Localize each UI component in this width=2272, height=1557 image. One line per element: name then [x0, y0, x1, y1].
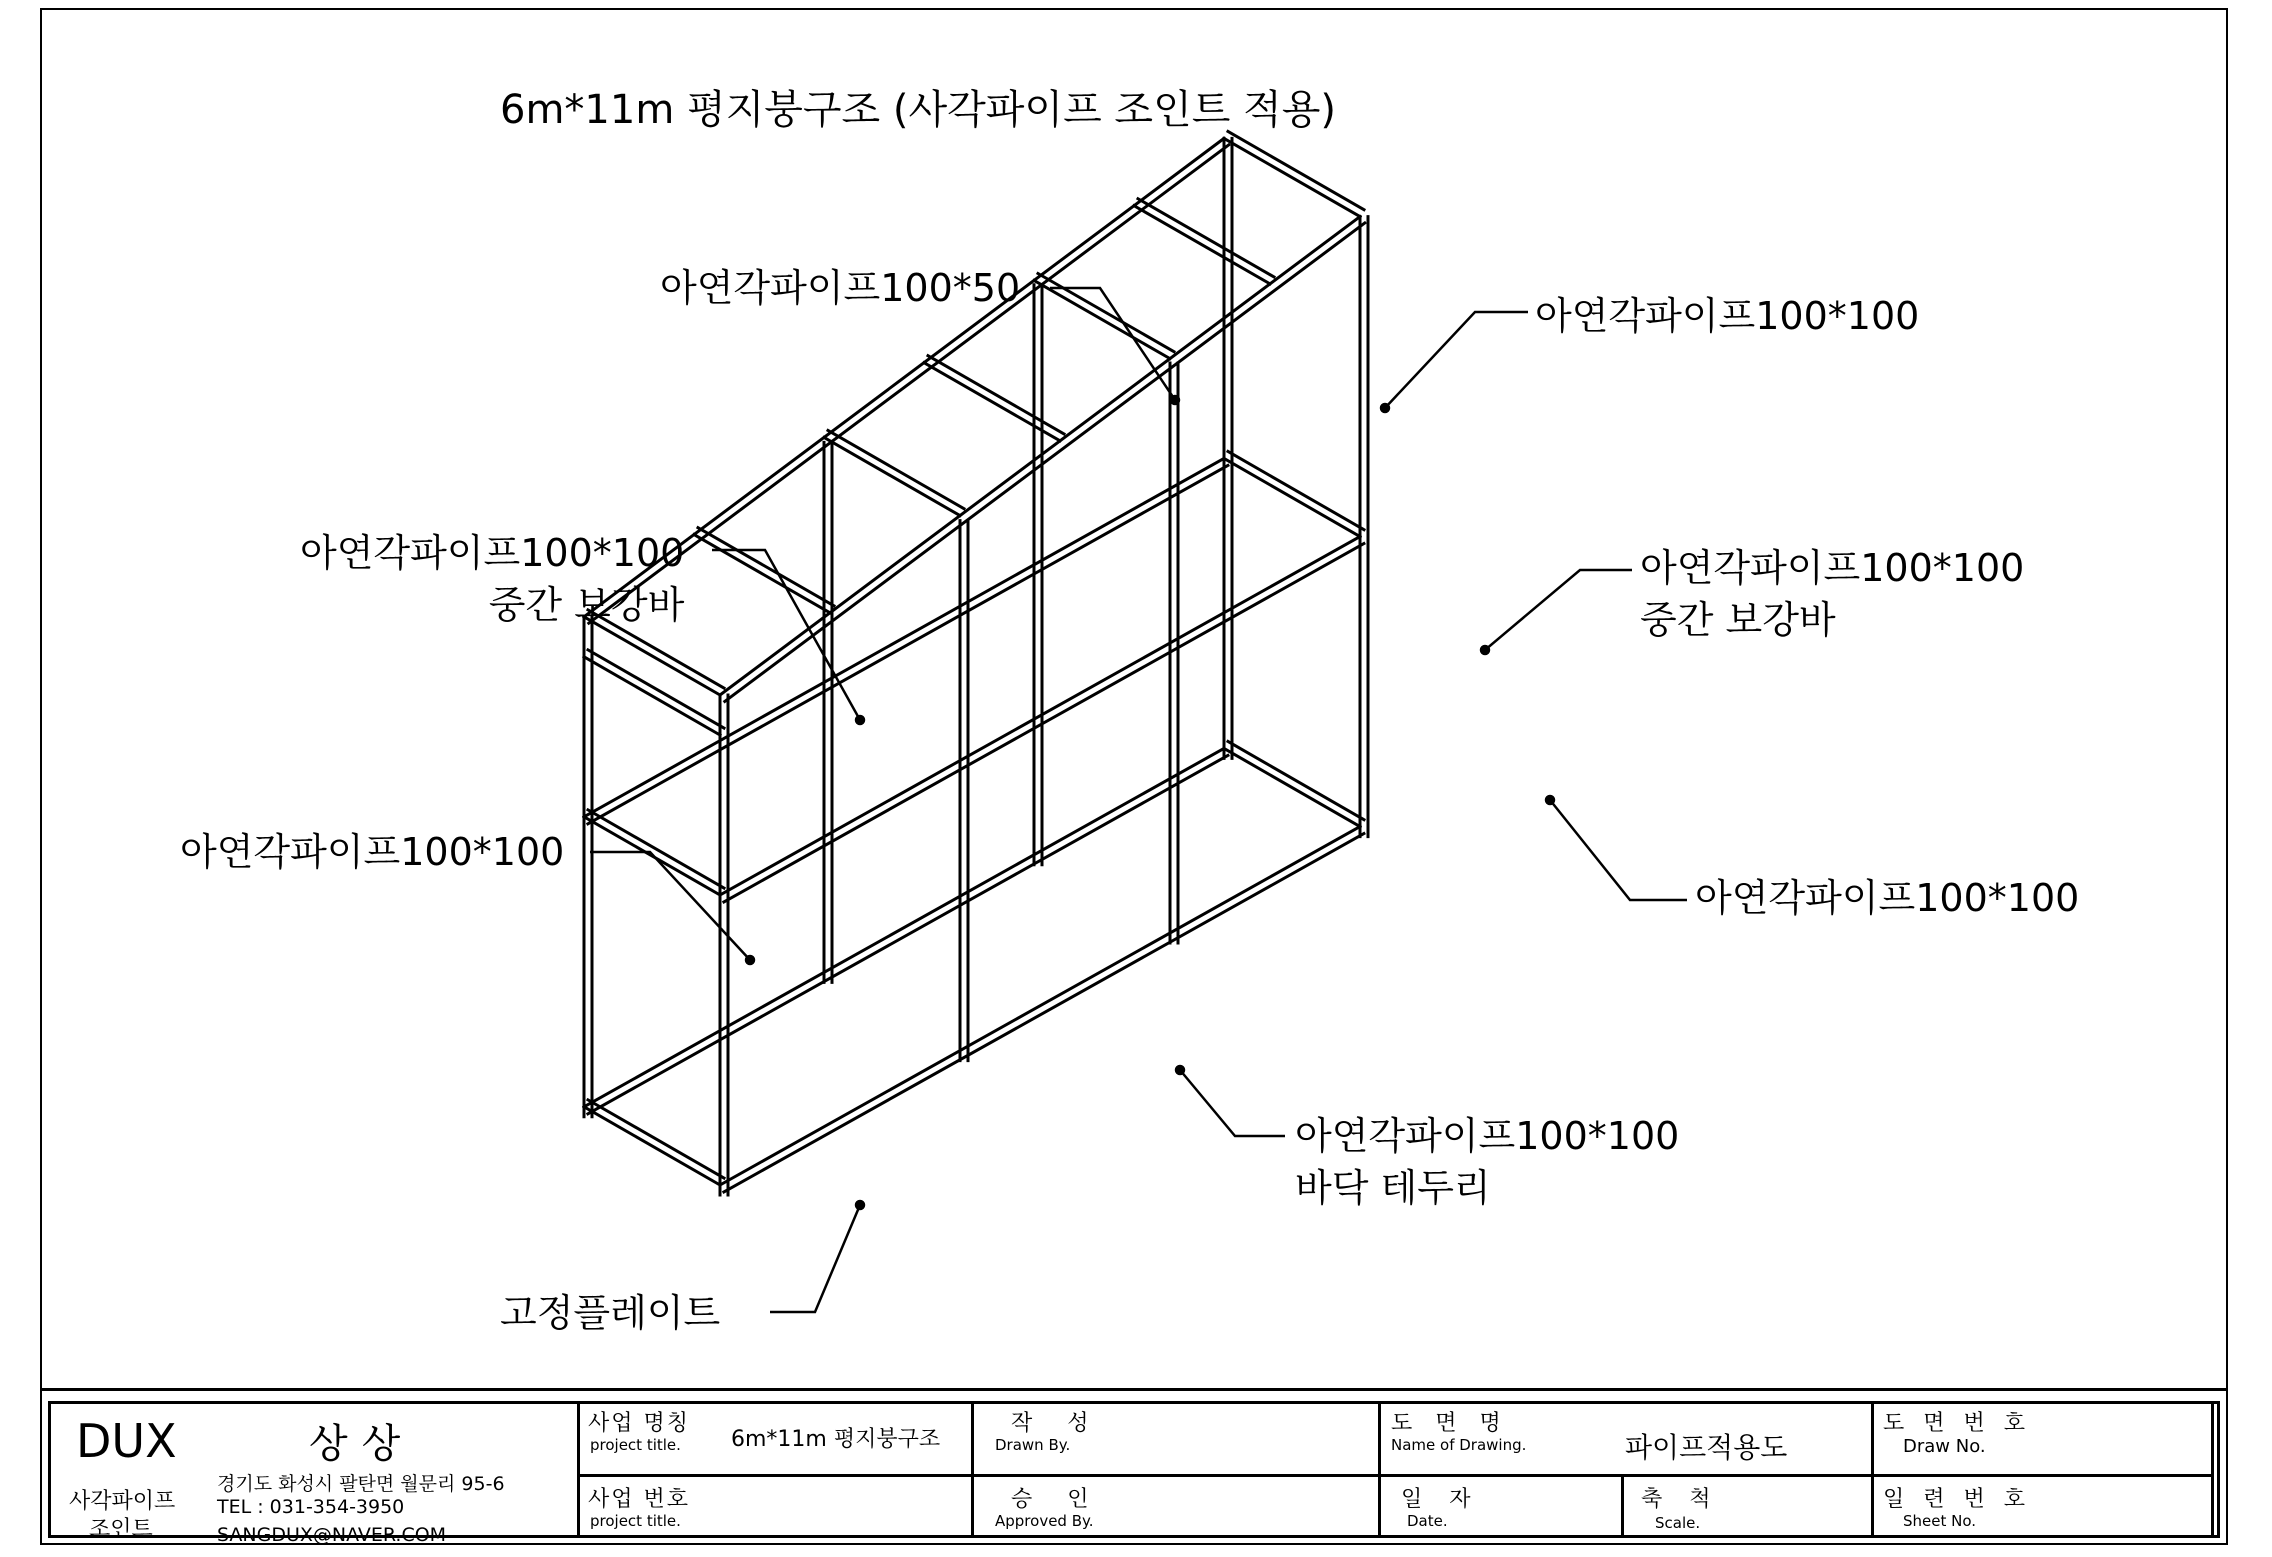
divider: [2211, 1404, 2214, 1535]
callout-text: 아연각파이프100*100: [1535, 294, 1920, 338]
roof-purlin: [924, 363, 1060, 441]
divider: [1871, 1404, 1874, 1535]
divider: [971, 1404, 974, 1535]
bottom-rail-back-edge: [588, 755, 1228, 1113]
draw-number-label: 도 면 번 호: [1883, 1411, 2031, 1436]
bottom-rail-front: [720, 827, 1360, 1185]
company-tel: TEL : 031-354-3950: [217, 1496, 405, 1518]
sheet-number-sublabel: Sheet No.: [1903, 1512, 1977, 1530]
callout-top-right: [1535, 290, 1919, 342]
date-label: 일 자: [1401, 1487, 1481, 1512]
leader-plate-arrow: [856, 1201, 864, 1209]
drawing-name-label: 도 면 명: [1391, 1411, 1509, 1436]
date-sublabel: Date.: [1407, 1512, 1448, 1530]
callout-mid-right: [1640, 542, 2024, 646]
draw-number-sublabel: Draw No.: [1903, 1436, 1986, 1457]
mid-bar-back-edge: [588, 465, 1228, 823]
roof-purlin-edge: [828, 430, 964, 508]
divider: [1621, 1476, 1624, 1535]
callout-text: 아연각파이프100*100: [1640, 546, 2025, 590]
company-email: SANGDUX@NAVER.COM: [217, 1524, 447, 1546]
callout-top-left: [660, 262, 1020, 314]
callout-text: 아연각파이프100*100: [300, 531, 685, 575]
leader-lower-left-arrow: [746, 956, 754, 964]
upper-cross-left: [584, 657, 720, 735]
leader-bottom-arrow: [1176, 1066, 1184, 1074]
project-name-label: 사업 명칭: [588, 1411, 691, 1436]
drawn-by-label: 작 성: [1011, 1411, 1103, 1436]
roof-purlin-edge: [1038, 273, 1174, 351]
leader-mid-right-arrow: [1481, 646, 1489, 654]
top-rail-right-edge: [1228, 131, 1364, 209]
project-number-sublabel: project title.: [590, 1512, 681, 1530]
bottom-rail-left: [584, 1107, 720, 1185]
divider: [577, 1404, 580, 1535]
leader-top-left: [1050, 288, 1175, 400]
leader-mid-left-arrow: [856, 716, 864, 724]
company-address: 경기도 화성시 팔탄면 월문리 95-6: [217, 1473, 505, 1495]
title-block: [40, 1388, 2228, 1545]
company-line2: 조인트: [89, 1517, 153, 1542]
project-name-sublabel: project title.: [590, 1436, 681, 1454]
project-name-value: 6m*11m 평지붕구조: [731, 1427, 941, 1452]
mid-bar-right: [1224, 458, 1360, 536]
leader-plate: [770, 1205, 860, 1312]
callout-text: 아연각파이프100*100: [180, 830, 565, 874]
callout-lower-right: [1695, 872, 2079, 924]
drawn-by-sublabel: Drawn By.: [995, 1436, 1071, 1454]
scale-label: 축 척: [1641, 1487, 1721, 1512]
roof-purlin-edge: [928, 356, 1064, 434]
leader-lower-right-arrow: [1546, 796, 1554, 804]
mid-bar-back: [584, 458, 1224, 816]
mid-bar-right-edge: [1228, 451, 1364, 529]
mid-bar-front: [720, 537, 1360, 895]
callout-mid-left: [300, 527, 684, 631]
title-block-frame: [48, 1401, 2220, 1546]
brand-korean: 상상: [309, 1421, 415, 1467]
approved-by-label: 승 인: [1011, 1487, 1103, 1512]
roof-purlin: [824, 437, 960, 515]
mid-bar-left-edge: [588, 810, 724, 888]
callout-subtext: 중간 보강바: [488, 583, 685, 627]
roof-purlin-edge: [698, 528, 834, 606]
brand-logo-text: DUX: [76, 1414, 177, 1468]
callout-plate: [500, 1287, 720, 1339]
leader-top-left-arrow: [1171, 396, 1179, 404]
leader-lower-right: [1550, 800, 1687, 900]
top-rail-right: [1224, 138, 1360, 216]
callout-text: 고정플레이트: [500, 1291, 721, 1335]
company-line1: 사각파이프: [69, 1489, 176, 1514]
leader-lower-left: [590, 852, 750, 960]
bottom-rail-left-edge: [588, 1100, 724, 1178]
divider: [577, 1474, 2214, 1477]
approved-by-sublabel: Approved By.: [995, 1512, 1094, 1530]
project-number-label: 사업 번호: [588, 1487, 691, 1512]
roof-purlin-edge: [1138, 199, 1274, 277]
drawing-name-value: 파이프적용도: [1625, 1431, 1788, 1464]
callout-text: 아연각파이프100*50: [660, 266, 1021, 310]
upper-cross-left-edge: [588, 650, 724, 728]
bottom-rail-right-edge: [1228, 741, 1364, 819]
callout-text: 아연각파이프100*100: [1695, 876, 2080, 920]
callout-subtext: 중간 보강바: [1640, 598, 1836, 642]
callout-lower-left: [180, 826, 564, 878]
scale-sublabel: Scale.: [1655, 1514, 1701, 1532]
callout-subtext: 바닥 테두리: [1295, 1166, 1491, 1210]
bottom-rail-right: [1224, 748, 1360, 826]
top-rail-back-edge: [589, 145, 1229, 623]
leader-top-right-arrow: [1381, 404, 1389, 412]
roof-purlin: [1134, 206, 1270, 284]
callout-bottom: [1295, 1110, 1679, 1214]
roof-purlin: [694, 535, 830, 613]
callout-text: 아연각파이프100*100: [1295, 1114, 1680, 1158]
sheet-number-label: 일 련 번 호: [1883, 1487, 2031, 1512]
leader-mid-right: [1485, 570, 1632, 650]
drawing-name-sublabel: Name of Drawing.: [1391, 1436, 1527, 1454]
leader-top-right: [1385, 312, 1528, 408]
bottom-rail-front-edge: [724, 834, 1364, 1192]
drawing-title: 6m*11m 평지붕구조 (사각파이프 조인트 적용): [500, 87, 1336, 133]
divider: [1378, 1404, 1381, 1535]
leader-bottom: [1180, 1070, 1285, 1136]
